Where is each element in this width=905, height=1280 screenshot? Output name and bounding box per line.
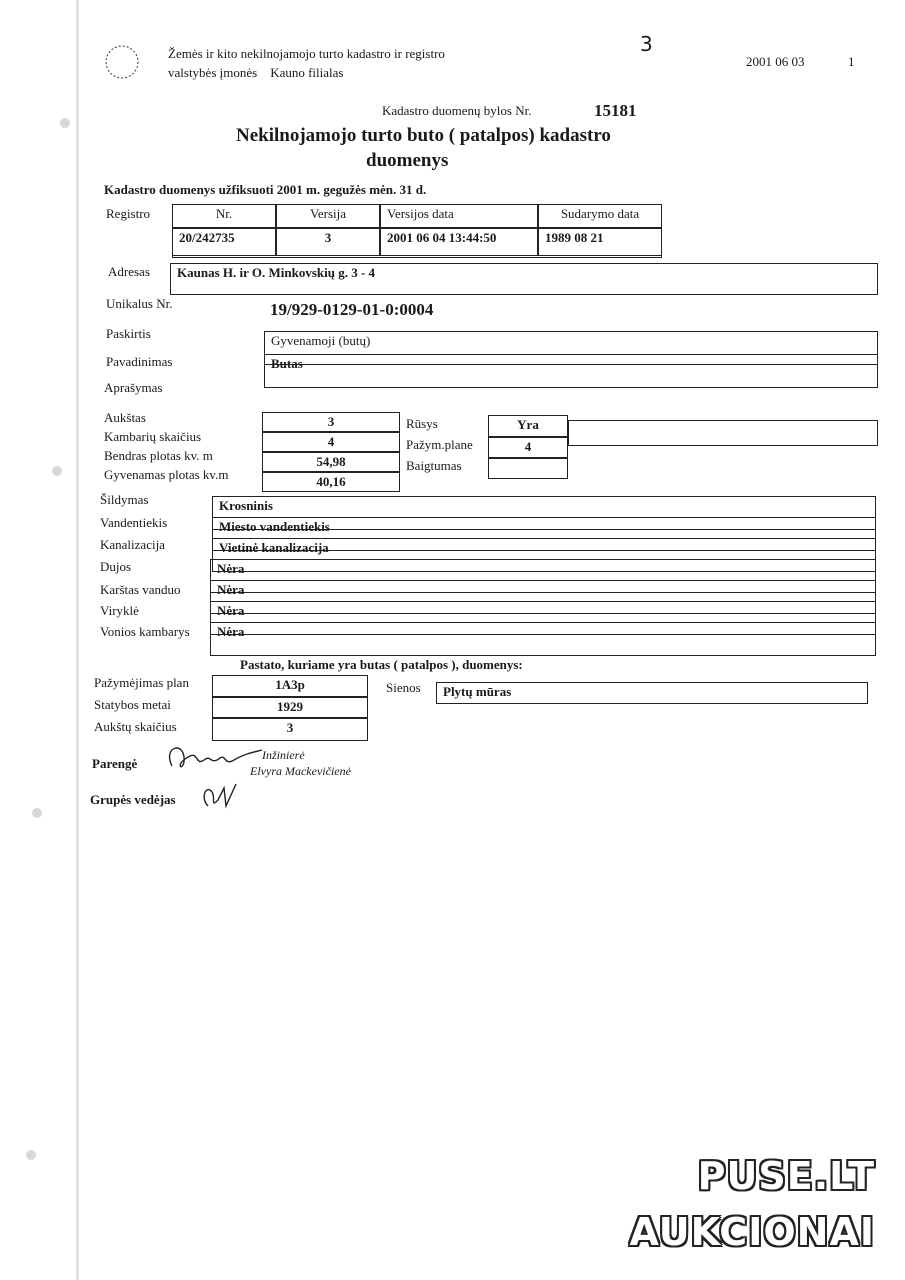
living-area-label: Gyvenamas plotas kv.m: [104, 467, 229, 482]
utility-label: Vonios kambarys: [100, 624, 190, 639]
name-label: Pavadinimas: [106, 354, 173, 369]
registry-header-cell: Sudarymo data: [538, 204, 662, 228]
rooms-label: Kambarių skaičius: [104, 429, 202, 444]
utility-value: Nėra: [210, 622, 876, 656]
group-lead-label: Grupės vedėjas: [90, 792, 176, 807]
utility-value: Nėra: [210, 601, 876, 635]
watermark-line1: PUSE.LT: [697, 1154, 875, 1198]
registry-value-cell: 3: [276, 228, 380, 256]
file-label: Kadastro duomenų bylos Nr.: [382, 103, 532, 118]
address-label: Adresas: [108, 264, 150, 279]
registry-value-cell: 2001 06 04 13:44:50: [380, 228, 538, 256]
punch-hole: [32, 808, 42, 818]
utility-label: Vandentiekis: [100, 515, 168, 530]
utility-label: Šildymas: [100, 492, 149, 507]
org-line1: Žemės ir kito nekilnojamojo turto kadastro ir registro: [168, 46, 445, 61]
completion-value: [488, 458, 568, 479]
registry-value-cell: 1989 08 21: [538, 228, 662, 256]
living-area-value: 40,16: [262, 472, 400, 492]
purpose-value: Gyvenamoji (butų): [264, 331, 878, 365]
utility-value: Nėra: [210, 580, 876, 614]
building-heading: Pastato, kuriame yra butas ( patalpos ), duomenys:: [240, 657, 523, 672]
utility-value: Vietinė kanalizacija: [212, 538, 876, 572]
page-title: Nekilnojamojo turto buto ( patalpos) kadastro: [236, 125, 611, 146]
basement-extra-box: [568, 420, 878, 446]
registry-header-cell: Nr.: [172, 204, 276, 228]
utility-value: Miesto vandentiekis: [212, 517, 876, 551]
registry-logo-icon: [104, 42, 140, 82]
building-plan-label: Pažymėjimas plan: [94, 675, 189, 690]
file-number: 15181: [594, 101, 637, 120]
unique-number: 19/929-0129-01-0:0004: [270, 300, 434, 319]
page-edge-shadow: [76, 0, 79, 1280]
punch-hole: [26, 1150, 36, 1160]
punch-hole: [52, 466, 62, 476]
engineer-role: Inžinierė: [262, 748, 305, 762]
address-value: Kaunas H. ir O. Minkovskių g. 3 - 4: [170, 263, 878, 295]
utility-label: Kanalizacija: [100, 537, 165, 552]
registry-header-cell: Versijos data: [380, 204, 538, 228]
total-area-value: 54,98: [262, 452, 400, 472]
utility-label: Karštas vanduo: [100, 582, 181, 597]
plan-value: 4: [488, 437, 568, 458]
header-date: 2001 06 03: [746, 54, 805, 69]
org-line2: valstybės įmonės Kauno filialas: [168, 65, 344, 80]
name-value: Butas: [264, 354, 878, 388]
floor-value: 3: [262, 412, 400, 432]
registry-header-cell: Versija: [276, 204, 380, 228]
plan-label: Pažym.plane: [406, 437, 473, 452]
total-area-label: Bendras plotas kv. m: [104, 448, 213, 463]
prepared-label: Parengė: [92, 756, 138, 771]
walls-value: Plytų mūras: [436, 682, 868, 704]
building-plan-value: 1A3p: [212, 675, 368, 697]
page-mark: 3: [640, 32, 653, 56]
engineer-name: Elvyra Mackevičienė: [250, 764, 351, 778]
building-floors-label: Aukštų skaičius: [94, 719, 177, 734]
purpose-label: Paskirtis: [106, 326, 151, 341]
page-number: 1: [848, 54, 855, 69]
building-year-label: Statybos metai: [94, 697, 171, 712]
recorded-date: Kadastro duomenys užfiksuoti 2001 m. gegužės mėn. 31 d.: [104, 182, 427, 197]
building-floors-value: 3: [212, 718, 368, 741]
basement-label: Rūsys: [406, 416, 438, 431]
utility-value: Krosninis: [212, 496, 876, 530]
basement-value: Yra: [488, 415, 568, 437]
punch-hole: [60, 118, 70, 128]
branch: Kauno filialas: [270, 65, 344, 80]
building-year-value: 1929: [212, 697, 368, 718]
utility-label: Viryklė: [100, 603, 139, 618]
registry-value-cell: 20/242735: [172, 228, 276, 256]
utility-value: Nėra: [210, 559, 876, 593]
completion-label: Baigtumas: [406, 458, 462, 473]
group-lead-signature: [198, 778, 242, 814]
description-label: Aprašymas: [104, 380, 163, 395]
registry-label: Registro: [106, 206, 151, 221]
watermark-line2: AUKCIONAI: [629, 1210, 875, 1254]
walls-label: Sienos: [386, 680, 421, 695]
page-title-line2: duomenys: [366, 150, 449, 171]
utility-label: Dujos: [100, 559, 132, 574]
unique-label: Unikalus Nr.: [106, 296, 173, 311]
rooms-value: 4: [262, 432, 400, 452]
floor-label: Aukštas: [104, 410, 146, 425]
